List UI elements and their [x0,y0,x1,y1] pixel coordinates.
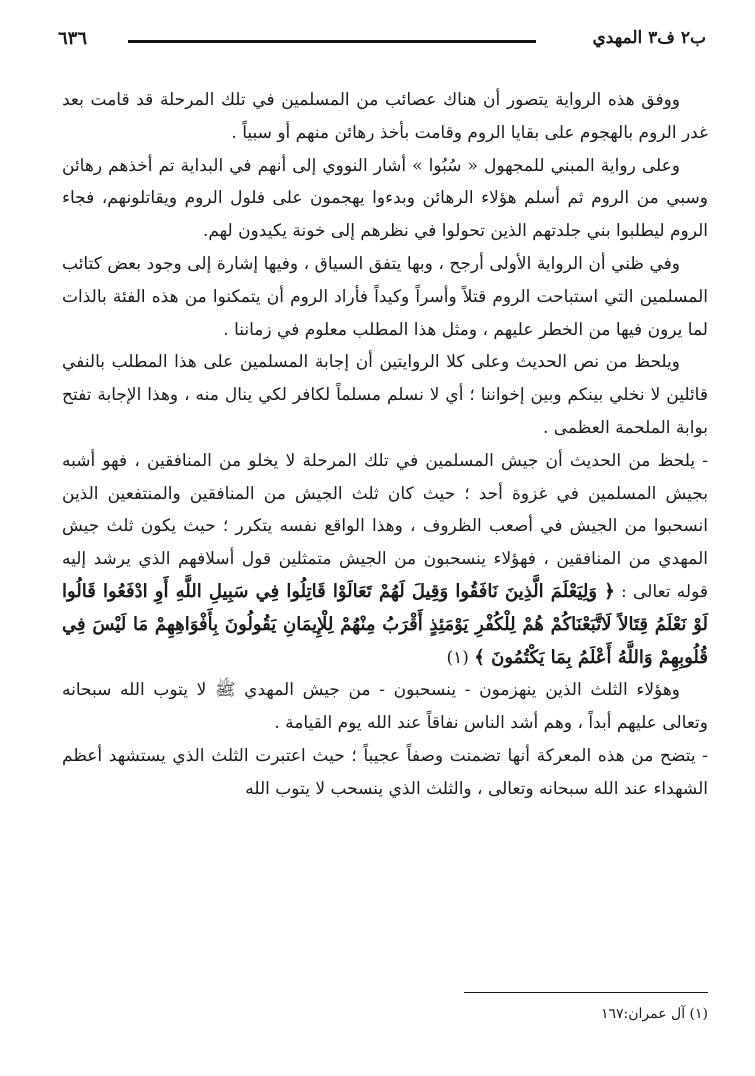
paragraph: ووفق هذه الرواية يتصور أن هناك عصائب من المسلمين في تلك المرحلة قد قامت بعد غدر الروم بالهجوم على بقايا الروم وقامت بأخذ رهائن منهم أو سبياً . [62,90,708,143]
page-number: ٦٣٦ [58,28,88,49]
footnote-rule [464,992,708,993]
quran-verse: ﴿ وَلِيَعْلَمَ الَّذِينَ نَافَقُوا وَقِيلَ لَهُمْ تَعَالَوْا قَاتِلُوا فِي سَبِيلِ اللَّهِ أَوِ ادْفَعُوا قَالُوا لَوْ نَعْلَمُ قِتَالاً لَاتَّبَعْنَاكُمْ هُمْ لِلْكُفْرِ يَوْمَئِذٍ أَقْرَبُ مِنْهُمْ لِلْإِيمَانِ يَقُولُونَ بِأَفْوَاهِهِمْ مَا لَيْسَ فِي قُلُوبِهِمْ وَاللَّهُ أَعْلَمُ بِمَا يَكْتُمُونَ ﴾ [62,580,708,668]
paragraph: وعلى رواية المبني للمجهول « سُبُوا » أشار النووي إلى أنهم في البداية تم أخذهم رهائن وسبي من الروم ثم أسلم هؤلاء الرهائن وبدءوا يهجمون على فلول الروم ويقاتلونهم، فجاء الروم ليطلبوا بني جلدتهم الذين تحولوا في نظرهم إلى خونة يكيدون لهم. [62,155,708,242]
paragraph: وهؤلاء الثلث الذين ينهزمون - ينسحبون - من جيش المهدي ﷺ لا يتوب الله سبحانه وتعالى عليهم أبداً ، وهم أشد الناس نفاقاً عند الله يوم القيامة . [62,680,708,734]
paragraph-with-quran [62,445,708,675]
header-rule [128,40,536,43]
paragraph: وفي ظني أن الرواية الأولى أرجح ، وبها يتفق السياق ، وفيها إشارة إلى وجود بعض كتائب المسلمين التي استباحت الروم قتلاً وأسراً وكيداً فأراد الروم أن يتمكنوا من هذه الفئة بالذات لما يرون فيها من الخطر عليهم ، ومثل هذا المطلب معلوم في زماننا . [62,253,708,340]
footnote-reference: (١) [446,647,469,668]
footnote: (١) آل عمران:١٦٧ [600,1006,708,1022]
page-body [62,84,708,806]
paragraph-text: - يلحظ من الحديث أن جيش المسلمين في تلك المرحلة لا يخلو من المنافقين ، فهو أشبه بجيش المسلمين في غزوة أحد ؛ حيث كان ثلث الجيش من المنافقين والمنتفعين الذين انسحبوا من الجيش في أصعب الظروف ، وهذا الواقع نفسه يتكرر ؛ حيث يكون ثلث جيش المهدي من المنافقين ، فهؤلاء ينسحبون من الجيش متمثلين قول أسلافهم الذي يرشد إليه قوله تعالى : [62,450,708,602]
paragraph: ويلحظ من نص الحديث وعلى كلا الروايتين أن إجابة المسلمين على هذا المطلب بالنفي قائلين لا نخلي بينكم وبين إخواننا ؛ أي لا نسلم مسلماً لكافر لكي ينال منه ، وهذا الإجابة تفتح بوابة الملحمة العظمى . [62,352,708,438]
running-header [58,28,706,58]
paragraph: - يتضح من هذه المعركة أنها تضمنت وصفاً عجيباً ؛ حيث اعتبرت الثلث الذي يستشهد أعظم الشهداء عند الله سبحانه وتعالى ، والثلث الذي ينسحب لا يتوب الله [62,745,708,799]
chapter-title: ب٢ ف٣ المهدي [592,28,706,48]
